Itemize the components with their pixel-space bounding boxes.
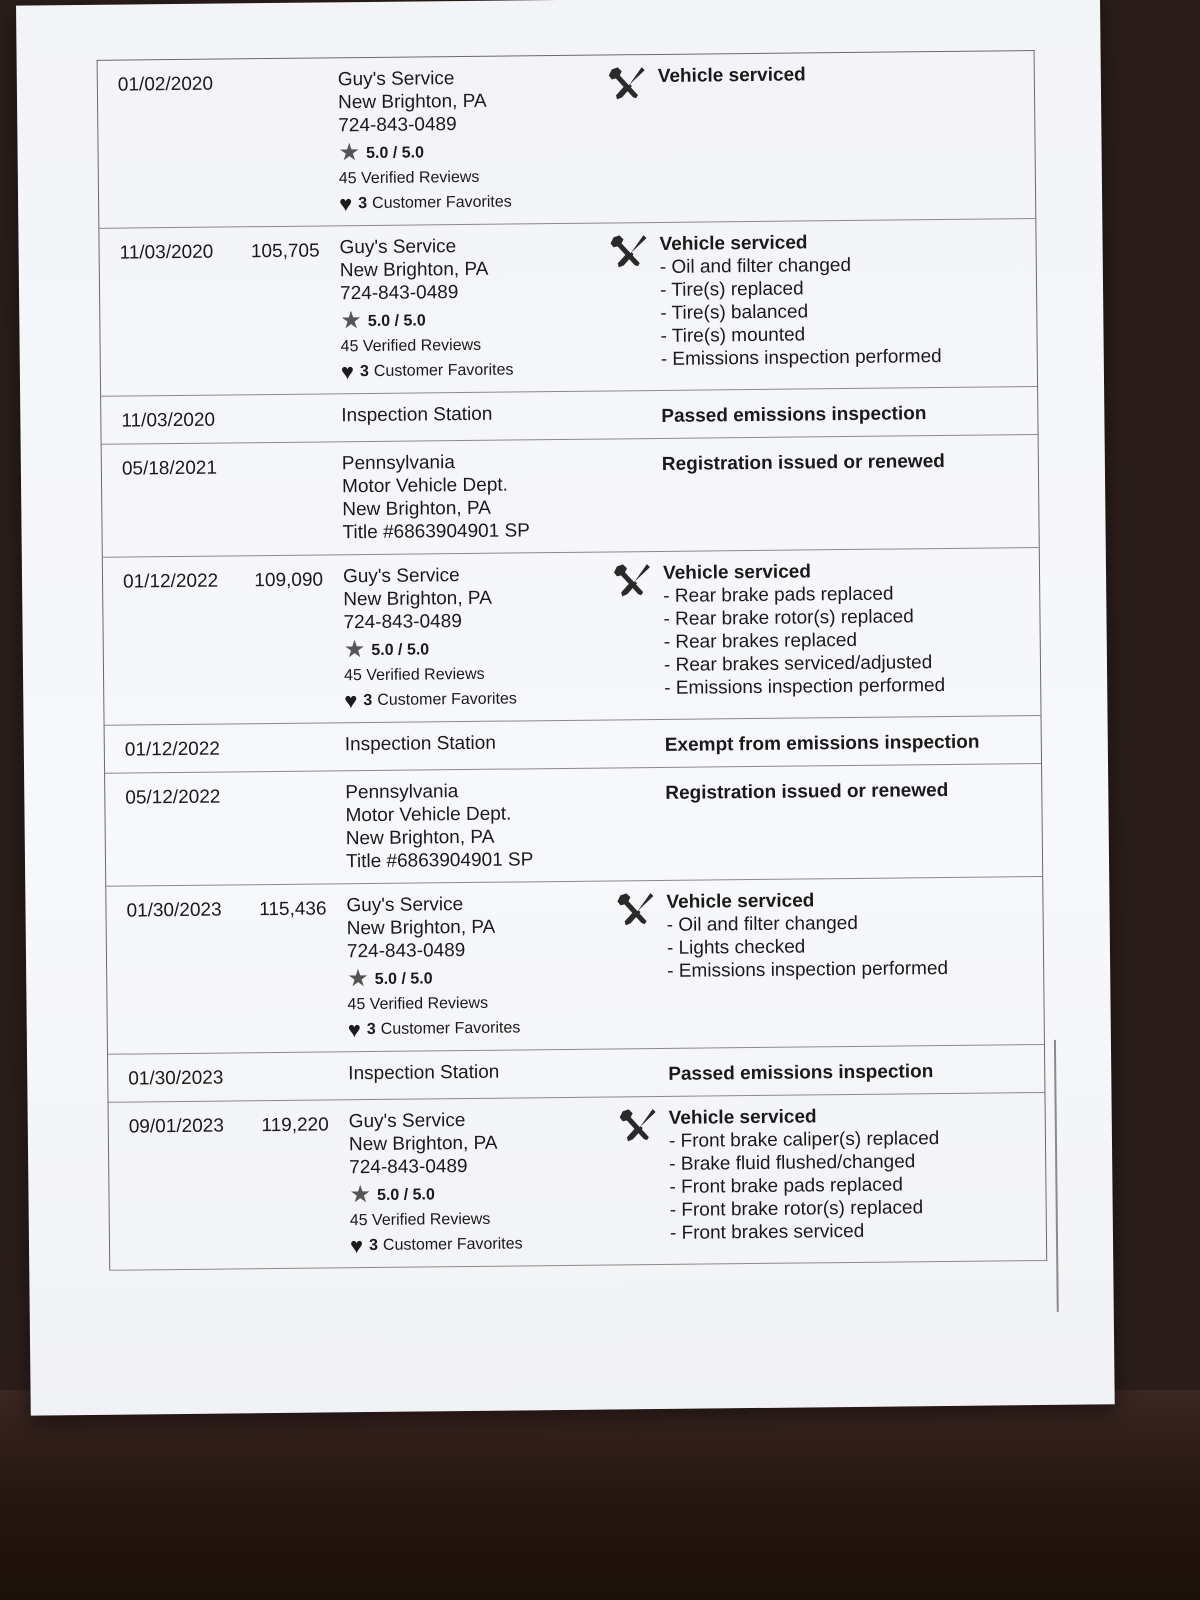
record-date: 01/02/2020	[117, 73, 214, 96]
service-item: - Oil and filter changed	[667, 910, 1043, 937]
source-line: Inspection Station	[341, 403, 493, 427]
customer-favorites	[350, 1231, 620, 1257]
icon-placeholder	[618, 1049, 668, 1097]
icon-placeholder	[612, 439, 663, 552]
wrench-screwdriver-icon	[609, 223, 661, 391]
verified-reviews[interactable]: 45 Verified Reviews	[343, 665, 485, 685]
source-line: New Brighton, PA	[346, 916, 496, 940]
service-item: - Front brake rotor(s) replaced	[670, 1195, 1046, 1222]
record-source	[348, 1049, 618, 1099]
source-line: 724-843-0489	[343, 611, 462, 634]
source-line: Guy's Service	[348, 1110, 466, 1133]
record-date: 01/30/2023	[128, 1067, 224, 1090]
description-title: Registration issued or renewed	[661, 450, 945, 475]
heart-icon: ♥	[349, 1233, 364, 1259]
record-date: 11/03/2020	[119, 241, 214, 264]
history-row	[98, 51, 1036, 229]
record-source	[339, 223, 611, 393]
carfax-report-page	[16, 0, 1115, 1416]
record-date: 01/12/2022	[122, 570, 219, 593]
description-title: Passed emissions inspection	[668, 1061, 934, 1085]
service-item: - Tire(s) balanced	[660, 298, 1036, 325]
history-row	[99, 219, 1037, 397]
wrench-screwdriver-icon	[608, 55, 660, 223]
source-line: 724-843-0489	[338, 114, 457, 137]
verified-reviews[interactable]: 45 Verified Reviews	[349, 1210, 491, 1230]
source-line: New Brighton, PA	[345, 826, 495, 850]
record-date: 01/12/2022	[124, 738, 221, 761]
source-line: Guy's Service	[337, 68, 455, 91]
star-icon: ★	[349, 1181, 372, 1209]
service-item: - Tire(s) mounted	[660, 321, 1036, 348]
desk-surface	[0, 1390, 1200, 1600]
customer-favorites	[341, 357, 611, 383]
record-source	[342, 439, 613, 554]
heart-icon: ♥	[340, 359, 355, 385]
description-title: Exempt from emissions inspection	[664, 731, 980, 756]
favorites-label: Customer Favorites	[372, 193, 512, 212]
star-icon: ★	[343, 636, 366, 664]
source-line: Pennsylvania	[341, 452, 455, 475]
rating-value: 5.0 / 5.0	[374, 969, 433, 988]
record-source	[346, 881, 618, 1051]
record-odometer	[232, 442, 343, 555]
service-item: - Front brake pads replaced	[669, 1172, 1045, 1199]
wrench-screwdriver-icon	[616, 881, 668, 1049]
rating	[344, 635, 614, 662]
record-odometer	[228, 58, 340, 226]
service-item: - Front brake caliper(s) replaced	[669, 1126, 1045, 1153]
description-title: Passed emissions inspection	[661, 403, 927, 427]
description-title: Registration issued or renewed	[665, 779, 949, 804]
verified-reviews[interactable]: 45 Verified Reviews	[347, 994, 489, 1014]
service-item: - Rear brakes replaced	[664, 627, 1040, 654]
record-date: 01/30/2023	[126, 899, 222, 922]
record-date: 05/12/2022	[125, 786, 221, 809]
favorites-count: 3	[359, 363, 369, 381]
history-row	[106, 877, 1044, 1055]
record-description	[663, 548, 1041, 719]
favorites-label: Customer Favorites	[380, 1019, 521, 1038]
record-odometer: 119,220	[261, 1114, 329, 1137]
star-icon: ★	[340, 307, 363, 335]
source-line: Title #6863904901 SP	[342, 520, 530, 544]
favorites-label: Customer Favorites	[382, 1235, 523, 1254]
rating	[349, 1180, 619, 1207]
record-odometer	[235, 723, 345, 771]
history-row	[105, 764, 1042, 887]
customer-favorites	[339, 189, 609, 215]
source-line: Guy's Service	[339, 236, 457, 259]
source-line: Guy's Service	[346, 894, 464, 917]
favorites-count: 3	[358, 195, 368, 213]
history-row	[103, 548, 1041, 726]
source-line: 724-843-0489	[349, 1156, 468, 1179]
description-title: Vehicle serviced	[668, 1106, 817, 1129]
favorites-label: Customer Favorites	[373, 361, 514, 380]
source-line: New Brighton, PA	[337, 90, 487, 114]
service-item: - Rear brake pads replaced	[663, 581, 1039, 608]
page-border-line	[1054, 1040, 1059, 1312]
description-title: Vehicle serviced	[666, 890, 815, 913]
heart-icon: ♥	[347, 1017, 361, 1043]
record-description	[659, 219, 1037, 390]
source-line: 724-843-0489	[346, 940, 466, 963]
icon-placeholder	[615, 720, 665, 768]
source-line: Motor Vehicle Dept.	[345, 803, 512, 827]
description-title: Vehicle serviced	[657, 64, 806, 87]
service-item: - Lights checked	[667, 933, 1043, 960]
star-icon: ★	[338, 139, 361, 167]
service-item: - Tire(s) replaced	[660, 275, 1036, 302]
record-date: 11/03/2020	[121, 409, 216, 432]
record-description	[658, 51, 1036, 222]
favorites-label: Customer Favorites	[377, 690, 517, 709]
record-description	[666, 877, 1044, 1048]
description-title: Vehicle serviced	[659, 232, 808, 255]
verified-reviews[interactable]: 45 Verified Reviews	[340, 336, 482, 356]
source-line: Inspection Station	[348, 1061, 500, 1085]
source-line: Motor Vehicle Dept.	[341, 474, 508, 498]
record-source	[343, 552, 615, 722]
service-item: - Oil and filter changed	[660, 252, 1036, 279]
record-odometer	[231, 394, 341, 442]
record-description	[662, 435, 1039, 551]
history-row	[109, 1093, 1047, 1271]
record-odometer	[235, 771, 346, 884]
source-line: New Brighton, PA	[342, 497, 491, 521]
service-item: - Emissions inspection performed	[661, 344, 1037, 371]
record-date: 09/01/2023	[128, 1115, 224, 1138]
icon-placeholder	[611, 391, 661, 439]
favorites-count: 3	[363, 691, 373, 710]
source-line: Inspection Station	[344, 732, 496, 756]
heart-icon: ♥	[338, 191, 353, 217]
record-source	[345, 768, 616, 883]
service-item: - Brake fluid flushed/changed	[669, 1149, 1045, 1176]
record-source	[345, 720, 615, 770]
rating-value: 5.0 / 5.0	[367, 311, 426, 330]
source-line: Pennsylvania	[345, 781, 459, 804]
source-line: 724-843-0489	[339, 282, 459, 305]
record-description	[665, 716, 1041, 767]
service-item: - Front brakes serviced	[670, 1218, 1046, 1245]
service-item: - Rear brake rotor(s) replaced	[663, 604, 1039, 631]
record-odometer: 115,436	[259, 898, 327, 921]
source-line: Title #6863904901 SP	[345, 849, 534, 873]
service-item: - Emissions inspection performed	[667, 956, 1043, 983]
rating	[340, 306, 610, 333]
star-icon: ★	[347, 965, 369, 993]
favorites-count: 3	[366, 1020, 376, 1039]
rating-value: 5.0 / 5.0	[366, 143, 425, 162]
record-source	[349, 1097, 621, 1267]
record-odometer	[238, 1052, 348, 1100]
rating	[347, 964, 617, 991]
wrench-screwdriver-icon	[613, 552, 665, 720]
heart-icon: ♥	[344, 688, 358, 714]
record-date: 05/18/2021	[121, 457, 218, 480]
service-history-table	[97, 50, 1048, 1271]
description-title: Vehicle serviced	[662, 561, 812, 584]
record-description	[668, 1045, 1044, 1096]
verified-reviews[interactable]: 45 Verified Reviews	[338, 168, 480, 188]
rating	[338, 138, 608, 165]
icon-placeholder	[615, 768, 666, 881]
record-source	[341, 391, 611, 441]
service-item: - Rear brakes serviced/adjusted	[664, 650, 1040, 677]
record-odometer: 109,090	[254, 569, 324, 592]
source-line: New Brighton, PA	[348, 1132, 498, 1156]
source-line: New Brighton, PA	[343, 587, 492, 611]
record-description	[661, 387, 1037, 438]
history-row	[102, 435, 1039, 558]
wrench-screwdriver-icon	[618, 1097, 670, 1265]
service-item: - Emissions inspection performed	[664, 673, 1040, 700]
source-line: Guy's Service	[342, 565, 460, 588]
customer-favorites	[348, 1015, 618, 1041]
record-description	[668, 1093, 1046, 1264]
source-line: New Brighton, PA	[339, 258, 489, 282]
rating-value: 5.0 / 5.0	[371, 640, 430, 659]
rating-value: 5.0 / 5.0	[376, 1185, 435, 1204]
record-odometer: 105,705	[250, 240, 320, 263]
customer-favorites	[344, 686, 614, 712]
record-source	[338, 55, 610, 225]
record-description	[665, 764, 1042, 880]
favorites-count: 3	[369, 1236, 379, 1255]
